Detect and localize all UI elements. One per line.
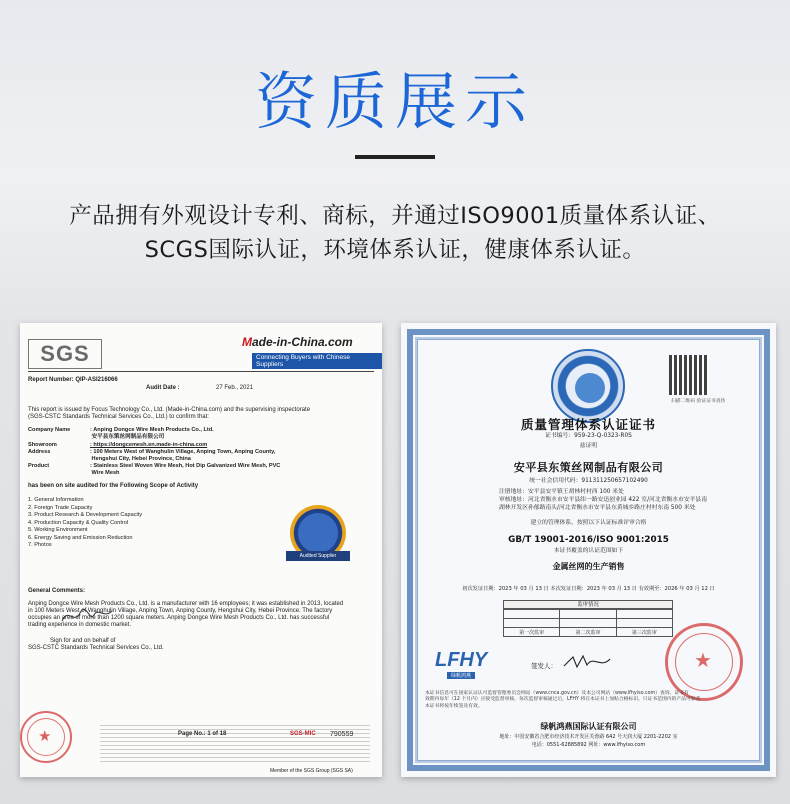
serial-label: SGS-MIC	[290, 731, 316, 737]
heading-underline	[355, 155, 435, 159]
supervision-cell	[504, 619, 560, 628]
field-product: Product : Stainless Steel Woven Wire Mesh, Hot Dip Galvanized Wire Mesh, PVC	[28, 463, 281, 469]
certificate-dates: 初次发证日期：2023 年 03 月 13 日 本次发证日期：2023 年 03 月 13 日 有效期至：2026 年 03 月 12 日	[462, 586, 715, 592]
field-product-2: Wire Mesh	[90, 470, 120, 476]
lfhy-logo-subtitle: 绿帆鸿燕	[447, 672, 475, 679]
list-item: 5. Working Environment	[28, 527, 88, 534]
scope-list	[28, 497, 142, 550]
star-icon: ★	[38, 728, 52, 745]
badge-label: Audited Supplier	[286, 551, 350, 561]
audit-date-label: Audit Date :	[146, 385, 180, 391]
comment-line: Anping Dongce Wire Mesh Products Co., Ltd. is a manufacturer with 16 employees; it was established in 2013, located	[28, 601, 344, 607]
signed-line-2: SGS-CSTC Standards Technical Services Co., Ltd.	[28, 645, 164, 651]
organization-contact: 电话：0551-62885892 网址：www.lfhyiso.com	[531, 742, 646, 748]
supervision-label: 第三次监审	[616, 628, 672, 637]
field-address: Address : 100 Meters West of Wanghulin Village, Anping Town, Anping County,	[28, 449, 276, 455]
comment-line: occupies an area of more than 1200 square meters. Anping Dongce Wire Mesh Products Co., Ltd. has successful	[28, 615, 330, 621]
star-icon: ★	[694, 648, 712, 672]
standard: GB/T 19001-2016/ISO 9001:2015	[508, 535, 669, 545]
qr-code-icon	[669, 355, 709, 395]
report-number: Report Number: QIP-ASI216066	[28, 377, 118, 383]
audit-date: 27 Feb., 2021	[216, 385, 254, 391]
field-company: Company Name : Anping Dongce Wire Mesh Products Co., Ltd.	[28, 427, 214, 433]
field-company-cn: 安平县东策丝网制品有限公司	[90, 434, 165, 440]
list-item: 1. General Information	[28, 497, 84, 503]
system-statement: 建立的管理体系，按照以下认证标准评审合格	[530, 520, 647, 526]
member-line: Member of the SGS Group (SGS SA)	[270, 768, 353, 774]
list-item: 3. Product Research & Development Capacity	[28, 512, 143, 519]
scope-intro: 本证书覆盖的认证范围如下	[553, 548, 624, 554]
audit-address-2: 湖林开发区孙郁路南头/河北省衡水市安平县东黄城乡路庄村村东南 500 米处	[499, 505, 696, 511]
supervision-label: 第一次监审	[504, 628, 560, 637]
page-heading: 资质展示	[254, 65, 535, 138]
serial-number: 790559	[330, 731, 354, 738]
registered-address: 注册地址：安平县安平镇王胡林村村西 100 米处	[499, 489, 624, 495]
supervision-cell	[616, 610, 672, 619]
sgs-logo: SGS	[28, 339, 102, 369]
field-address-2: Hengshui City, Hebei Province, China	[90, 456, 191, 462]
supervision-cell	[504, 610, 560, 619]
certificate-footnote: 本证书信息可在国家认证认可监督管理委员会网站（www.cnca.gov.cn）及本公司网站（www.lfhyiso.com）查询。证书有 效期内每年（12 个月内）应接受监督审核，每次监督审核通过后，LFHY 将在本证书上加贴合格标识。只证书范围内的产品可加盖 本证书将按年续签及有效。	[425, 691, 701, 709]
issued-line-1: This report is issued by Focus Technology Co., Ltd. (Made-in-China.com) and the supervising inspectorate	[28, 407, 311, 413]
proof-text: 兹证明	[579, 443, 598, 449]
sgs-certificate	[20, 323, 382, 777]
certificate-title: 质量管理体系认证证书	[520, 417, 656, 432]
organization-address: 地址：中国安徽省合肥市经济技术开发区芙蓉路 642 号天润大厦 2201-2202 室	[499, 734, 678, 740]
supervision-cell	[616, 619, 672, 628]
list-item: 7. Photos	[28, 542, 52, 549]
supervision-cell	[560, 610, 616, 619]
certification-emblem	[551, 349, 625, 423]
intro-line-1: 产品拥有外观设计专利、商标，并通过ISO9001质量体系认证、	[69, 203, 721, 229]
comment-line: trading experience in domestic market.	[28, 622, 132, 628]
scope-title: has been on site audited for the Following Scope of Activity	[28, 483, 199, 489]
supervision-header: 监审情况	[503, 600, 673, 609]
fine-print	[100, 725, 370, 763]
lfhy-logo: LFHY	[435, 649, 488, 671]
signature	[561, 651, 613, 673]
certified-scope: 金属丝网的生产销售	[552, 562, 625, 571]
certified-company: 安平县东策丝网制品有限公司	[513, 461, 664, 474]
red-seal	[665, 623, 743, 701]
intro-line-2: SCGS国际认证，环境体系认证，健康体系认证。	[144, 237, 646, 263]
made-in-china-tagline: Connecting Buyers with Chinese Suppliers	[252, 353, 382, 369]
made-in-china-logo: Made-in-China.com	[242, 335, 353, 349]
issued-line-2: (SGS-CSTC Standards Technical Services Co., Ltd.) to confirm that:	[28, 414, 209, 420]
qr-caption: 扫描二维码 验证证书真伪	[671, 399, 726, 404]
list-item: 4. Production Capacity & Quality Control	[28, 519, 129, 526]
signature	[60, 605, 115, 627]
supervision-table	[503, 609, 673, 637]
page-number: Page No.: 1 of 18	[178, 731, 227, 737]
audit-address-1: 审核地址：河北省衡水市安平县纬一路安迅创业园 422 室/河北省衡水市安平县南	[499, 497, 708, 503]
list-item: 6. Energy Saving and Emission Reduction	[28, 534, 133, 541]
divider	[28, 371, 374, 372]
list-item: 2. Foreign Trade Capacity	[28, 504, 93, 511]
issuing-organization: 绿帆鸿燕国际认证有限公司	[540, 722, 637, 731]
signer-label: 签发人：	[531, 662, 557, 670]
lfhy-certificate	[401, 323, 776, 777]
certificate-number: 证书编号：959-23-Q-0323-R0S	[545, 433, 632, 439]
supervision-cell	[560, 619, 616, 628]
supervision-label: 第二次监审	[560, 628, 616, 637]
signed-line-1: Sign for and on behalf of	[50, 638, 116, 644]
comment-line: in 100 Meters West of Wanghulin Village, Anping Town, Anping County, Hengshui City, Hebei Province. The factory	[28, 608, 333, 614]
credit-code: 统一社会信用代码：911311250657102490	[529, 478, 648, 484]
comments-title: General Comments:	[28, 588, 86, 594]
field-showroom: Showroom : https://dongcemesh.en.made-in-china.com	[28, 442, 208, 448]
